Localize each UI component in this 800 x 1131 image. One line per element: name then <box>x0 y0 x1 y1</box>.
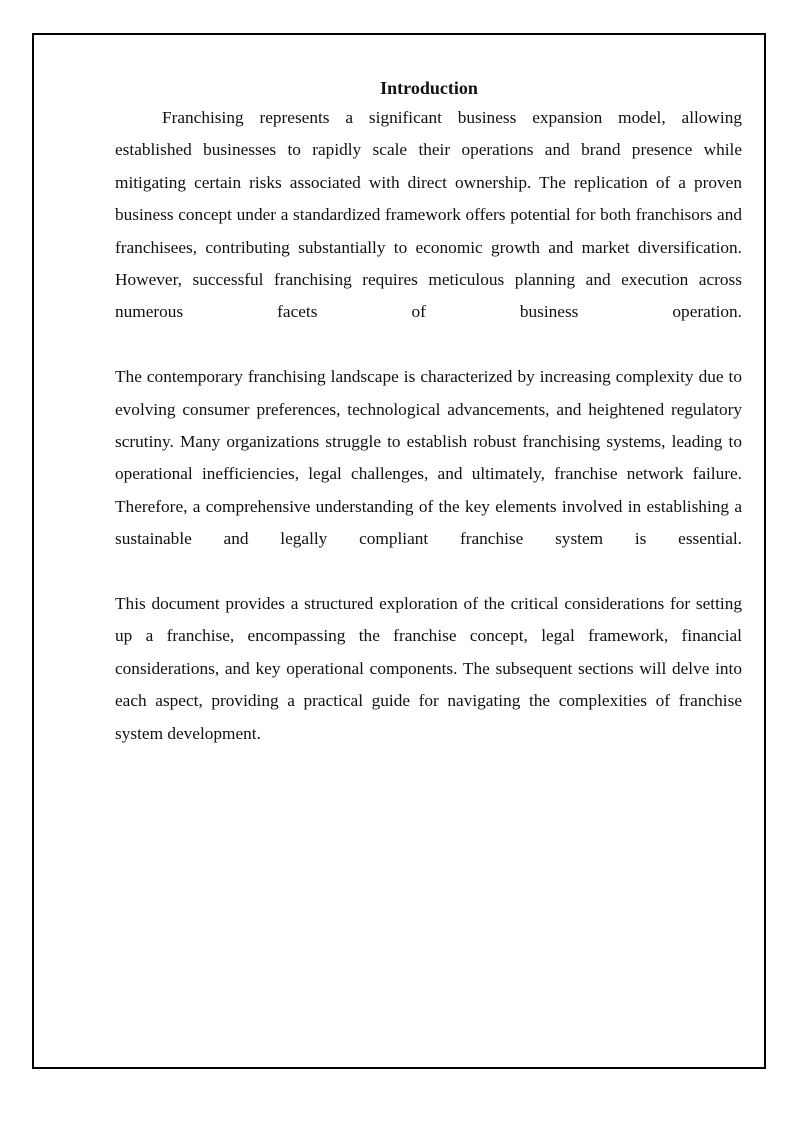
paragraph-spacer <box>115 329 742 361</box>
paragraph-1: Franchising represents a significant business expansion model, allowing established businesses to rapidly scale their operations and brand presence while mitigating certain risks associated with direct ownership. The replication of a proven business concept under a standardized framework offers potential for both franchisors and franchisees, contributing substantially to economic growth and market diversification. However, successful franchising requires meticulous planning and execution across numerous facets of business operation. <box>115 108 742 322</box>
section-title: Introduction <box>380 78 478 98</box>
paragraph-spacer <box>115 556 742 588</box>
document-body <box>115 76 742 750</box>
paragraph-3: This document provides a structured exploration of the critical considerations for setting up a franchise, encompassing the franchise concept, legal framework, financial considerations, and key operational components. The subsequent sections will delve into each aspect, providing a practical guide for navigating the complexities of franchise system development. <box>115 594 742 743</box>
paragraph-2: The contemporary franchising landscape is characterized by increasing complexity due to evolving consumer preferences, technological advancements, and heightened regulatory scrutiny. Many organizations struggle to establish robust franchising systems, leading to operational inefficiencies, legal challenges, and ultimately, franchise network failure. Therefore, a comprehensive understanding of the key elements involved in establishing a sustainable and legally compliant franchise system is essential. <box>115 367 742 549</box>
